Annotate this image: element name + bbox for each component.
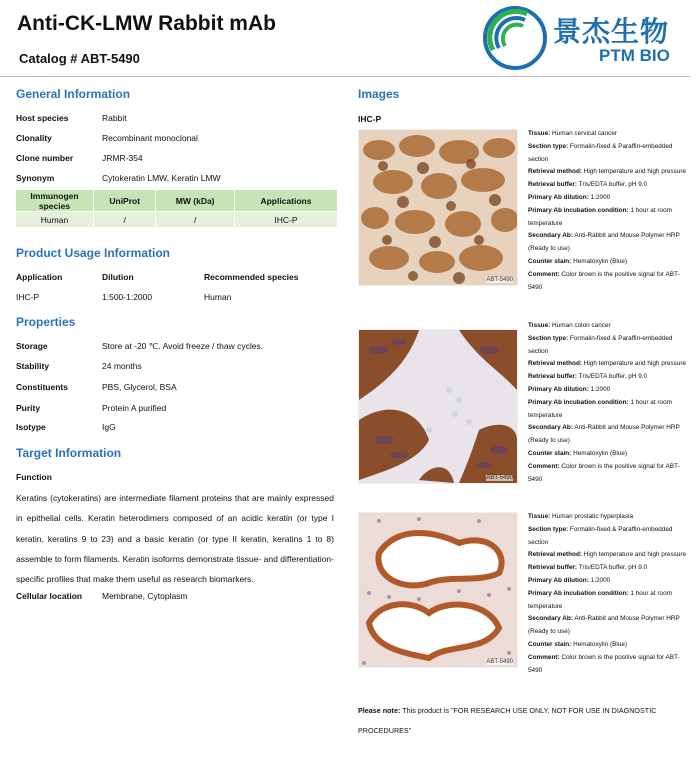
location-label: Cellular location — [16, 591, 83, 601]
info-key: Synonym — [16, 173, 55, 183]
ihc-micrograph-cervical — [359, 130, 517, 285]
property-value: Protein A purified — [102, 403, 167, 413]
note-label: Please note: — [358, 706, 401, 715]
caption-value: 1 hour at room temperature — [528, 398, 672, 419]
property-key: Purity — [16, 403, 41, 413]
ihc-micrograph-prostate — [359, 513, 517, 667]
caption-value: 1:2000 — [590, 576, 611, 584]
caption-key: Retrieval buffer: — [528, 373, 578, 381]
usage-header-cell: Application — [16, 272, 63, 282]
caption-key: Retrieval buffer: — [528, 181, 578, 189]
caption-value: Human colon cancer — [552, 322, 611, 329]
caption-value: 1:2000 — [590, 193, 611, 201]
ihc-image-colon — [358, 329, 518, 484]
caption-key: Comment: — [528, 462, 560, 470]
info-value: Rabbit — [102, 113, 127, 123]
caption-value: Tris/EDTA buffer, pH 9.0 — [578, 181, 648, 189]
caption-key: Secondary Ab: — [528, 615, 573, 623]
table-header-row — [16, 190, 337, 211]
caption-value: 1:2000 — [590, 385, 611, 393]
caption-value: 1 hour at room temperature — [528, 589, 672, 610]
caption-key: Primary Ab incubation condition: — [528, 589, 629, 597]
caption-key: Section type: — [528, 334, 569, 342]
section-images-heading: Images — [358, 87, 400, 101]
header-divider — [0, 76, 690, 77]
table-cell: / — [94, 212, 155, 227]
info-key: Clonality — [16, 133, 52, 143]
caption-value: High temperature and high pressure — [583, 360, 687, 368]
image-tag: ABT-5490 — [486, 475, 513, 481]
caption-key: Comment: — [528, 270, 560, 278]
caption-value: Anti-Rabbit and Mouse Polymer HRP (Ready to use) — [528, 615, 680, 636]
property-value: Store at -20 ℃. Avoid freeze / thaw cycles. — [102, 341, 264, 351]
section-target-heading: Target Information — [16, 446, 122, 460]
caption-key: Primary Ab dilution: — [528, 576, 589, 584]
property-key: Isotype — [16, 422, 46, 432]
images-subheading: IHC-P — [358, 114, 382, 124]
usage-header-cell: Recommended species — [204, 272, 299, 282]
caption-key: Counter stain: — [528, 257, 572, 265]
usage-cell: 1:500-1:2000 — [102, 292, 153, 302]
caption-key: Primary Ab dilution: — [528, 385, 589, 393]
table-cell: Human — [16, 212, 93, 227]
caption-key: Retrieval buffer: — [528, 564, 578, 572]
image-caption-cervical — [528, 128, 688, 294]
caption-value: Tris/EDTA buffer, pH 9.0 — [578, 564, 648, 572]
caption-key: Tissue: — [528, 130, 551, 137]
note-text: This product is "FOR RESEARCH USE ONLY. NOT FOR USE IN DIAGNOSTIC PROCEDURES" — [358, 706, 657, 735]
caption-key: Primary Ab dilution: — [528, 193, 589, 201]
caption-key: Retrieval method: — [528, 551, 582, 559]
caption-key: Comment: — [528, 653, 560, 661]
caption-key: Primary Ab incubation condition: — [528, 398, 629, 406]
section-general-heading: General Information — [16, 87, 131, 101]
ihc-image-prostate — [358, 512, 518, 668]
ihc-micrograph-colon — [359, 330, 517, 483]
caption-value: Tris/EDTA buffer, pH 9.0 — [578, 373, 648, 381]
image-caption-prostate — [528, 511, 688, 677]
caption-value: Formalin-fixed & Paraffin-embedded section — [528, 334, 673, 355]
caption-value: Formalin-fixed & Paraffin-embedded section — [528, 142, 673, 163]
table-header-cell: MW (kDa) — [156, 190, 233, 211]
info-value: JRMR-354 — [102, 153, 143, 163]
image-tag: ABT-5490 — [486, 277, 513, 283]
caption-key: Counter stain: — [528, 640, 572, 648]
table-cell: / — [156, 212, 233, 227]
caption-key: Section type: — [528, 525, 569, 533]
location-value: Membrane, Cytoplasm — [102, 591, 188, 601]
caption-value: Hematoxylin (Blue) — [573, 449, 628, 457]
caption-key: Counter stain: — [528, 449, 572, 457]
caption-key: Section type: — [528, 142, 569, 150]
caption-value: Hematoxylin (Blue) — [573, 640, 628, 648]
table-header-cell: Applications — [235, 190, 337, 211]
logo-mark-icon — [483, 6, 549, 70]
caption-value: Color brown is the positive signal for ABT-5490 — [528, 462, 680, 483]
immunogen-table — [15, 189, 338, 228]
caption-value: Anti-Rabbit and Mouse Polymer HRP (Ready to use) — [528, 424, 680, 445]
caption-key: Secondary Ab: — [528, 232, 573, 240]
image-tag: ABT-5490 — [486, 659, 513, 665]
caption-value: Hematoxylin (Blue) — [573, 257, 628, 265]
property-value: PBS, Glycerol, BSA — [102, 382, 177, 392]
caption-key: Retrieval method: — [528, 360, 582, 368]
caption-key: Primary Ab incubation condition: — [528, 206, 629, 214]
property-key: Storage — [16, 341, 48, 351]
caption-value: Human prostatic hyperplasia — [552, 513, 634, 520]
section-properties-heading: Properties — [16, 315, 76, 329]
caption-key: Tissue: — [528, 322, 551, 329]
property-value: 24 months — [102, 361, 142, 371]
caption-key: Tissue: — [528, 513, 551, 520]
research-use-note — [358, 701, 688, 741]
caption-value: Human cervical cancer — [552, 130, 618, 137]
info-value: Cytokeratin LMW, Keratin LMW — [102, 173, 221, 183]
section-usage-heading: Product Usage Information — [16, 246, 171, 260]
info-key: Host species — [16, 113, 69, 123]
logo-chinese-text: 景杰生物 — [553, 15, 670, 48]
usage-cell: Human — [204, 292, 232, 302]
usage-cell: IHC-P — [16, 292, 40, 302]
property-key: Stability — [16, 361, 50, 371]
function-text: Keratins (cytokeratins) are intermediate filament proteins that are mainly expressed in epithelial cells. Keratin heterodimers composed of an acidic keratin (or type I keratin, keratins 9 to 23) and a basic keratin (or type II keratin, keratins 1 to 8) assemble to form filaments. Keratin isoforms demonstrate tissue- and differentiation-specific profiles that make them useful as research biomarkers. — [16, 493, 334, 585]
table-header-cell: Immunogen species — [16, 190, 93, 211]
table-row — [16, 212, 337, 227]
caption-value: 1 hour at room temperature — [528, 206, 672, 227]
usage-header-cell: Dilution — [102, 272, 134, 282]
caption-value: High temperature and high pressure — [583, 551, 687, 559]
catalog-number: Catalog # ABT-5490 — [19, 51, 140, 66]
caption-value: Color brown is the positive signal for ABT-5490 — [528, 653, 680, 674]
info-key: Clone number — [16, 153, 74, 163]
image-caption-colon — [528, 320, 688, 486]
caption-value: High temperature and high pressure — [583, 168, 687, 176]
ptm-bio-logo — [483, 6, 693, 70]
function-label: Function — [16, 472, 52, 482]
caption-value: Formalin-fixed & Paraffin-embedded section — [528, 525, 673, 546]
property-key: Constituents — [16, 382, 68, 392]
caption-key: Retrieval method: — [528, 168, 582, 176]
page-title: Anti-CK-LMW Rabbit mAb — [17, 12, 276, 35]
caption-value: Color brown is the positive signal for ABT-5490 — [528, 270, 680, 291]
ihc-image-cervical — [358, 129, 518, 286]
logo-english-text: PTM BIO — [599, 46, 670, 65]
caption-key: Secondary Ab: — [528, 424, 573, 432]
info-value: Recombinant monoclonal — [102, 133, 198, 143]
table-cell: IHC-P — [235, 212, 337, 227]
caption-value: Anti-Rabbit and Mouse Polymer HRP (Ready to use) — [528, 232, 680, 253]
table-header-cell: UniProt — [94, 190, 155, 211]
property-value: IgG — [102, 422, 116, 432]
